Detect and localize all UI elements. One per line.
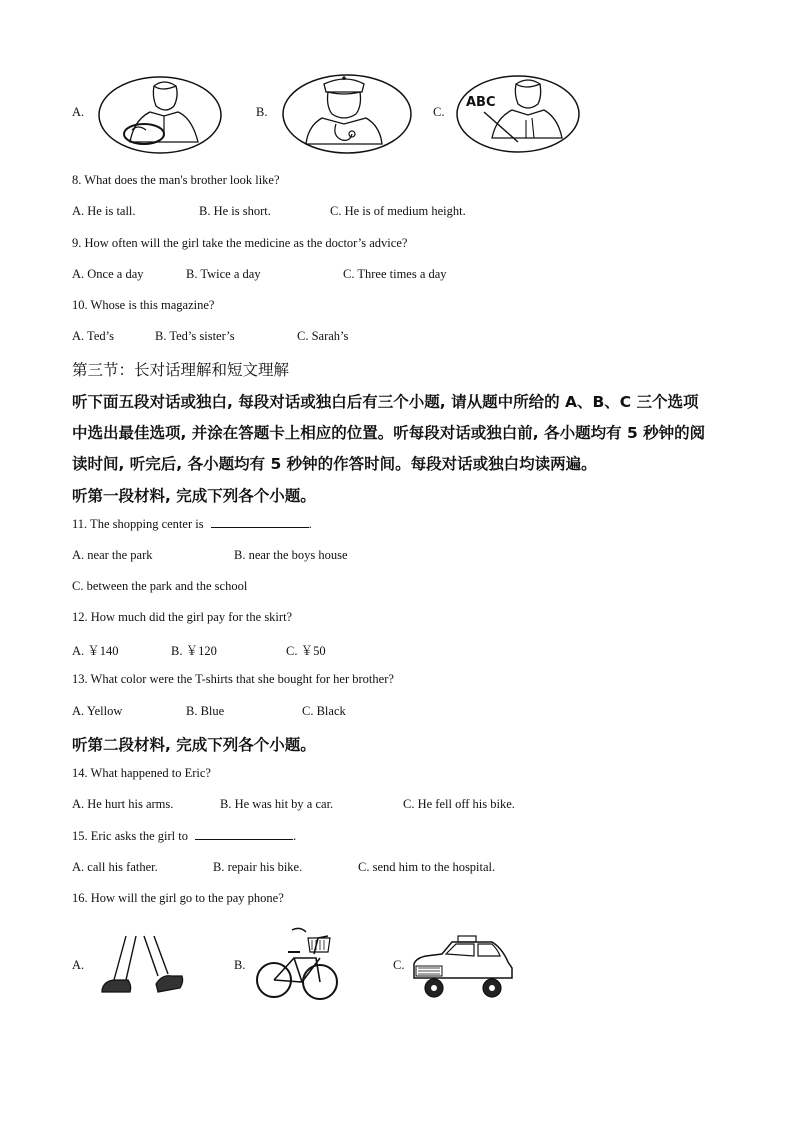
q15-stem-end: . bbox=[293, 829, 297, 843]
section3-instruction-line3: 读时间, 听完后, 各小题均有 5 秒钟的作答时间。每段对话或独白均读两遍。 bbox=[72, 455, 597, 473]
q10-option-c[interactable]: C. Sarah’s bbox=[297, 329, 349, 343]
q13-option-c[interactable]: C. Black bbox=[302, 704, 346, 718]
q14-stem: 14. What happened to Eric? bbox=[72, 766, 211, 780]
q9-stem: 9. How often will the girl take the medicine as the doctor’s advice? bbox=[72, 236, 408, 250]
q12-option-a[interactable]: A. ￥140 bbox=[72, 644, 119, 658]
q15-stem bbox=[72, 828, 296, 844]
q10-stem: 10. Whose is this magazine? bbox=[72, 298, 215, 312]
q11-option-c[interactable]: C. between the park and the school bbox=[72, 579, 248, 593]
q14-option-a[interactable]: A. He hurt his arms. bbox=[72, 797, 174, 811]
q16-label-b: B. bbox=[234, 958, 246, 972]
abc-board-text: ABC bbox=[466, 95, 496, 110]
q14-option-b[interactable]: B. He was hit by a car. bbox=[220, 797, 334, 811]
doctor-illustration bbox=[280, 72, 414, 156]
q11-answer-blank[interactable] bbox=[211, 516, 309, 528]
part1-heading: 听第一段材料, 完成下列各个小题。 bbox=[72, 487, 316, 505]
q11-option-b[interactable]: B. near the boys house bbox=[234, 548, 348, 562]
q9-option-a[interactable]: A. Once a day bbox=[72, 267, 144, 281]
q11-stem-text: 11. The shopping center is bbox=[72, 517, 204, 531]
q15-option-a[interactable]: A. call his father. bbox=[72, 860, 158, 874]
q8-option-a[interactable]: A. He is tall. bbox=[72, 204, 136, 218]
q16-stem: 16. How will the girl go to the pay phone? bbox=[72, 891, 284, 905]
bicycle-illustration bbox=[254, 926, 340, 1006]
driver-illustration bbox=[96, 74, 224, 156]
q12-stem: 12. How much did the girl pay for the skirt? bbox=[72, 610, 293, 624]
q11-option-a[interactable]: A. near the park bbox=[72, 548, 153, 562]
q8-option-c[interactable]: C. He is of medium height. bbox=[330, 204, 466, 218]
q14-option-c[interactable]: C. He fell off his bike. bbox=[403, 797, 515, 811]
q10-option-b[interactable]: B. Ted’s sister’s bbox=[155, 329, 235, 343]
q12-option-c[interactable]: C. ￥50 bbox=[286, 644, 326, 658]
section3-instruction-line2: 中选出最佳选项, 并涂在答题卡上相应的位置。听每段对话或独白前, 各小题均有 5 秒钟的阅 bbox=[72, 424, 706, 442]
q7-label-a: A. bbox=[72, 105, 85, 119]
q8-option-b[interactable]: B. He is short. bbox=[199, 204, 271, 218]
q11-stem-end: . bbox=[308, 517, 312, 531]
section3-title: 第三节：长对话理解和短文理解 bbox=[72, 361, 290, 379]
section3-instruction-line1: 听下面五段对话或独白, 每段对话或独白后有三个小题, 请从题中所给的 A、B、C 三个选项 bbox=[72, 393, 699, 411]
q7-label-b: B. bbox=[256, 105, 268, 119]
q15-option-b[interactable]: B. repair his bike. bbox=[213, 860, 303, 874]
q8-stem: 8. What does the man's brother look like? bbox=[72, 173, 280, 187]
q16-label-c: C. bbox=[393, 958, 405, 972]
q9-option-c[interactable]: C. Three times a day bbox=[343, 267, 447, 281]
q11-stem bbox=[72, 516, 312, 532]
q7-label-c: C. bbox=[433, 105, 445, 119]
teacher-illustration bbox=[454, 72, 582, 156]
q10-option-a[interactable]: A. Ted’s bbox=[72, 329, 114, 343]
q12-option-b[interactable]: B. ￥120 bbox=[171, 644, 217, 658]
q15-answer-blank[interactable] bbox=[195, 828, 293, 840]
walking-legs-illustration bbox=[96, 934, 188, 1000]
q9-option-b[interactable]: B. Twice a day bbox=[186, 267, 261, 281]
part2-heading: 听第二段材料, 完成下列各个小题。 bbox=[72, 736, 316, 754]
q15-option-c[interactable]: C. send him to the hospital. bbox=[358, 860, 496, 874]
taxi-illustration bbox=[410, 934, 518, 1000]
q15-stem-text: 15. Eric asks the girl to bbox=[72, 829, 188, 843]
q16-label-a: A. bbox=[72, 958, 85, 972]
q13-option-a[interactable]: A. Yellow bbox=[72, 704, 123, 718]
q13-option-b[interactable]: B. Blue bbox=[186, 704, 225, 718]
q13-stem: 13. What color were the T-shirts that she bought for her brother? bbox=[72, 672, 394, 686]
